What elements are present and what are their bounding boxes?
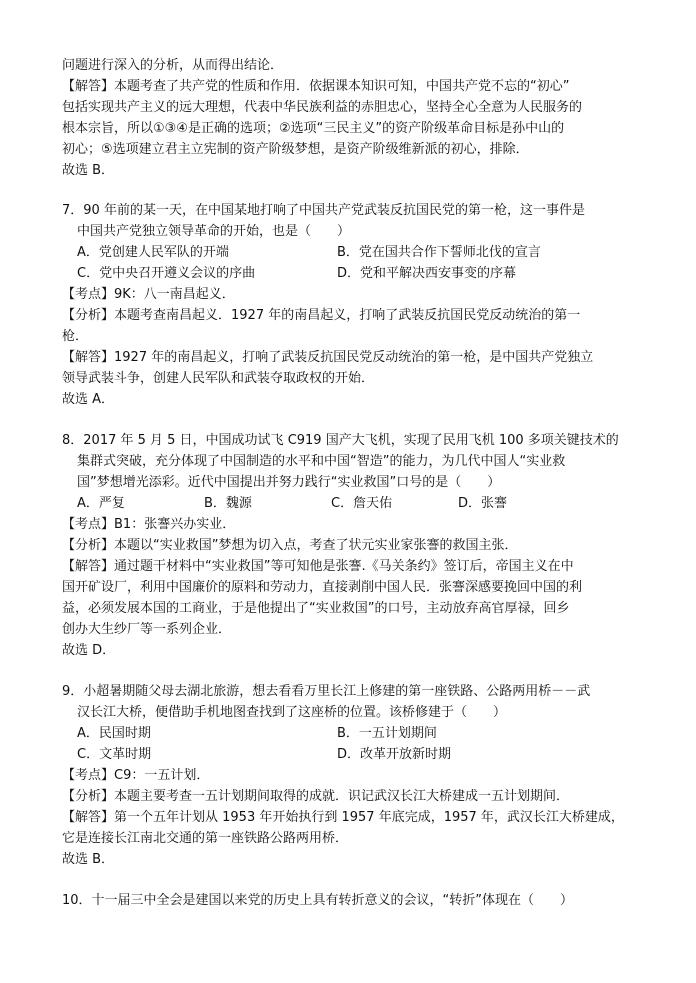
spacer: [62, 181, 642, 200]
question-7-solution-2: 领导武装斗争，创建人民军队和武装夺取政权的开始．: [62, 371, 375, 386]
question-7-stem-2: 中国共产党独立领导革命的开始，也是（ ）: [77, 224, 351, 239]
question-8-option-b: B．魏源: [204, 496, 252, 511]
spacer: [62, 661, 642, 681]
question-9: [62, 681, 642, 870]
question-9-option-d: D．改革开放新时期: [337, 747, 452, 762]
question-7-final-answer: 故选 A．: [62, 392, 115, 407]
question-8-analysis-1: 【分析】本题以“实业救国”梦想为切入点，考查了状元实业家张謇的救国主张．: [62, 538, 518, 553]
question-8-solution-4: 创办大生纱厂等一系列企业．: [62, 622, 232, 637]
question-8-solution-1: 【解答】通过题干材料中“实业救国”等可知他是张謇.《马关条约》签订后，帝国主义在中: [62, 559, 574, 574]
question-9-analysis-1: 【分析】本题主要考查一五计划期间取得的成就．识记武汉长江大桥建成一五计划期间．: [62, 789, 570, 804]
question-9-option-a: A．民国时期: [77, 726, 151, 741]
question-7-solution-1: 【解答】1927 年的南昌起义，打响了武装反抗国民党反动统治的第一枪，是中国共产党独立: [62, 350, 594, 365]
question-9-stem-2: 汉长江大桥，便借助手机地图查找到了这座桥的位置。该桥修建于（ ）: [77, 705, 507, 720]
question-8-solution-3: 益，必须发展本国的工商业，于是他提出了“实业救国”的口号，主动放弃高官厚禄，回乡: [62, 601, 570, 616]
question-9-kaodian: 【考点】C9：一五计划．: [62, 768, 210, 783]
question-8-solution-2: 国开矿设厂，利用中国廉价的原料和劳动力，直接剥削中国人民．张謇深感要挽回中国的利: [62, 580, 583, 595]
question-7-option-b: B．党在国共合作下誓师北伐的宣言: [337, 245, 541, 260]
spacer: [62, 870, 642, 890]
question-8-stem-3: 国”梦想增光添彩。近代中国提出并努力践行“实业救国”口号的是（ ）: [77, 475, 501, 490]
question-9-solution-1: 【解答】第一个五年计划从 1953 年开始执行到 1957 年底完成，1957 年，武汉长江大桥建成，: [62, 810, 624, 825]
intro-answer-line-1: 【解答】本题考查了共产党的性质和作用．依据课本知识可知，中国共产党不忘的“初心”: [62, 79, 570, 94]
question-10: [62, 890, 642, 911]
question-10-stem-1: 10．十一届三中全会是建国以来党的历史上具有转折意义的会议，“转折”体现在（ ）: [62, 893, 574, 908]
question-8: [62, 430, 642, 661]
question-8-option-a: A．严复: [77, 496, 125, 511]
intro-answer-line-3: 根本宗旨，所以①③④是正确的选项；②选项“三民主义”的资产阶级革命目标是孙中山的: [62, 121, 565, 136]
question-9-option-c: C．文革时期: [77, 747, 152, 762]
question-7-option-c: C．党中央召开遵义会议的序曲: [77, 266, 256, 281]
question-8-stem-2: 集群式突破，充分体现了中国制造的水平和中国“智造”的能力，为几代中国人“实业救: [77, 454, 566, 469]
question-9-solution-2: 它是连接长江南北交通的第一座铁路公路两用桥．: [62, 831, 349, 846]
question-7-analysis-1: 【分析】本题考查南昌起义．1927 年的南昌起义，打响了武装反抗国民党反动统治的第一: [62, 308, 581, 323]
intro-section: [62, 55, 642, 181]
question-7-option-a: A．党创建人民军队的开端: [77, 245, 229, 260]
question-7-analysis-2: 枪．: [62, 329, 89, 344]
question-8-option-c: C．詹天佑: [331, 496, 393, 511]
question-7-stem-1: 7．90 年前的某一天，在中国某地打响了中国共产党武装反抗国民党的第一枪，这一事件是: [62, 203, 585, 218]
question-9-option-b: B．一五计划期间: [337, 726, 437, 741]
question-7: [62, 200, 642, 410]
intro-final-answer: 故选 B．: [62, 163, 115, 178]
question-9-options-row-1: [62, 723, 642, 744]
question-9-stem-1: 9．小超暑期随父母去湖北旅游，想去看看万里长江上修建的第一座铁路、公路两用桥－－武: [62, 684, 591, 699]
question-7-kaodian: 【考点】9K：八一南昌起义．: [62, 287, 235, 302]
question-9-final-answer: 故选 B．: [62, 852, 115, 867]
intro-answer-line-4: 初心；⑤选项建立君主立宪制的资产阶级梦想，是资产阶级维新派的初心，排除．: [62, 142, 529, 157]
question-8-kaodian: 【考点】B1：张謇兴办实业．: [62, 517, 236, 532]
intro-line-1: 问题进行深入的分析，从而得出结论．: [62, 58, 284, 73]
spacer: [62, 410, 642, 430]
intro-answer-line-2: 包括实现共产主义的远大理想，代表中华民族利益的赤胆忠心，坚持全心全意为人民服务的: [62, 100, 583, 115]
question-8-option-d: D．张謇: [458, 496, 508, 511]
document-page: [62, 55, 642, 911]
question-7-options-row-2: [62, 263, 642, 284]
question-8-options-row: [62, 493, 642, 514]
question-8-final-answer: 故选 D．: [62, 643, 116, 658]
question-7-options-row-1: [62, 242, 642, 263]
question-8-stem-1: 8．2017 年 5 月 5 日，中国成功试飞 C919 国产大飞机，实现了民用飞机 100 多项关键技术的: [62, 433, 619, 448]
question-9-options-row-2: [62, 744, 642, 765]
question-7-option-d: D．党和平解决西安事变的序幕: [337, 266, 517, 281]
